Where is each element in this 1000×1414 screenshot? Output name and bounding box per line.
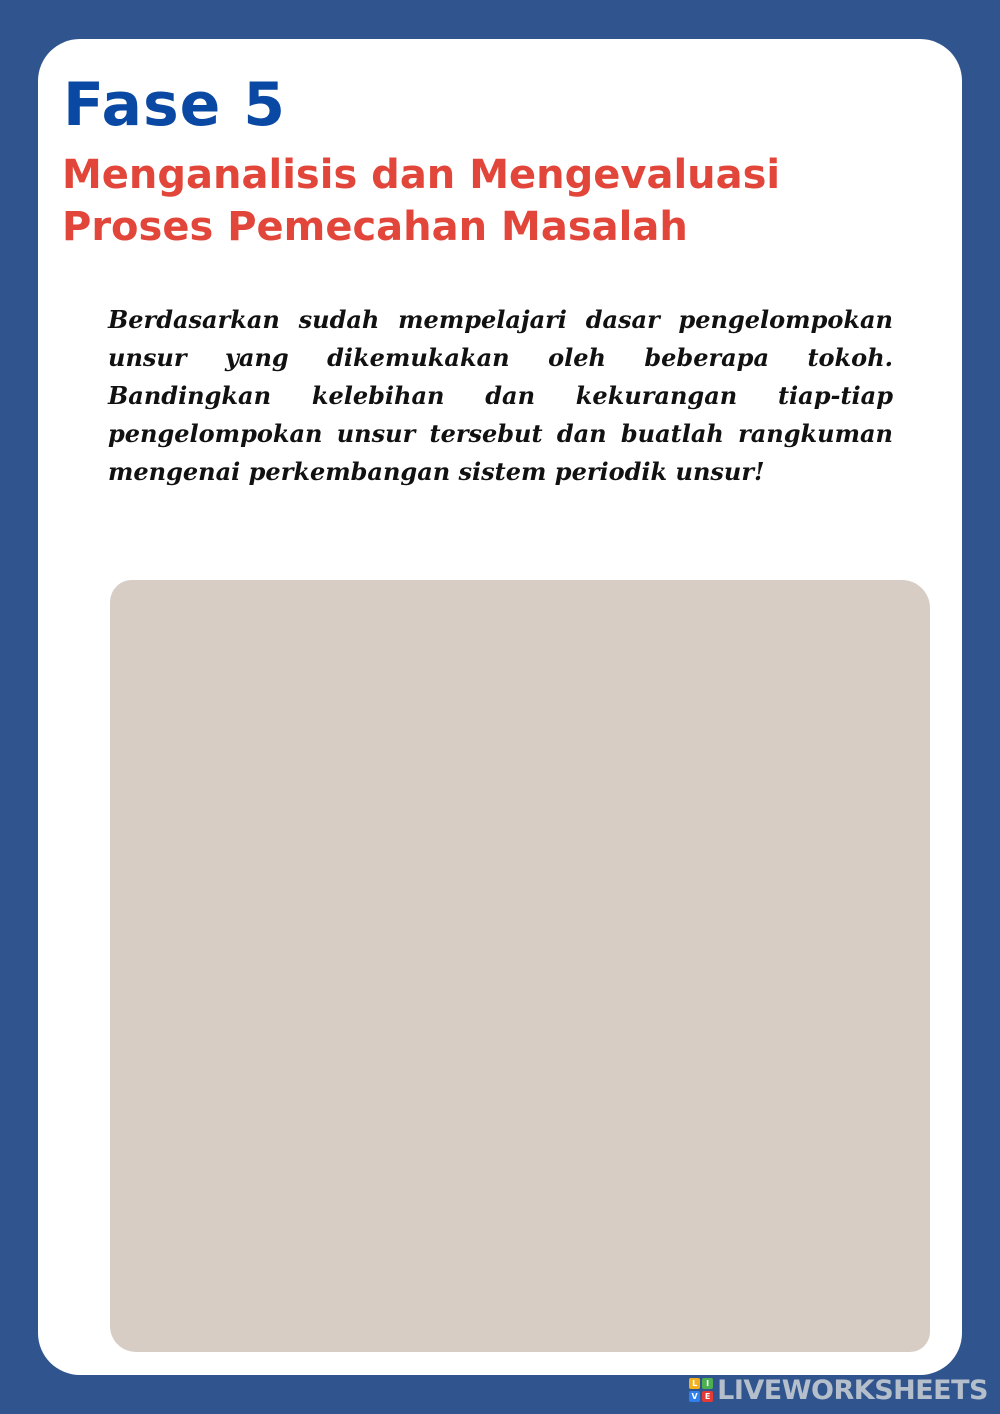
logo-letter-e: E [702,1391,713,1402]
liveworksheets-logo-icon [689,1378,713,1402]
watermark-text: LIVEWORKSHEETS [717,1374,988,1406]
phase-title: Fase 5 [63,70,287,140]
logo-letter-v: V [689,1391,700,1402]
worksheet-card [38,39,962,1375]
phase-subtitle: Menganalisis dan Mengevaluasi Proses Pemecahan Masalah [62,152,781,250]
logo-letter-i: I [702,1378,713,1389]
logo-letter-l: L [689,1378,700,1389]
liveworksheets-watermark [689,1374,988,1406]
answer-text-area[interactable] [110,580,930,1352]
instruction-text: Berdasarkan sudah mempelajari dasar pengelompokan unsur yang dikemukakan oleh beberapa tokoh. Bandingkan kelebihan dan kekurangan tiap-tiap pengelompokan unsur tersebut dan buatlah rangkuman mengenai perkembangan sistem periodik unsur! [108,305,893,486]
